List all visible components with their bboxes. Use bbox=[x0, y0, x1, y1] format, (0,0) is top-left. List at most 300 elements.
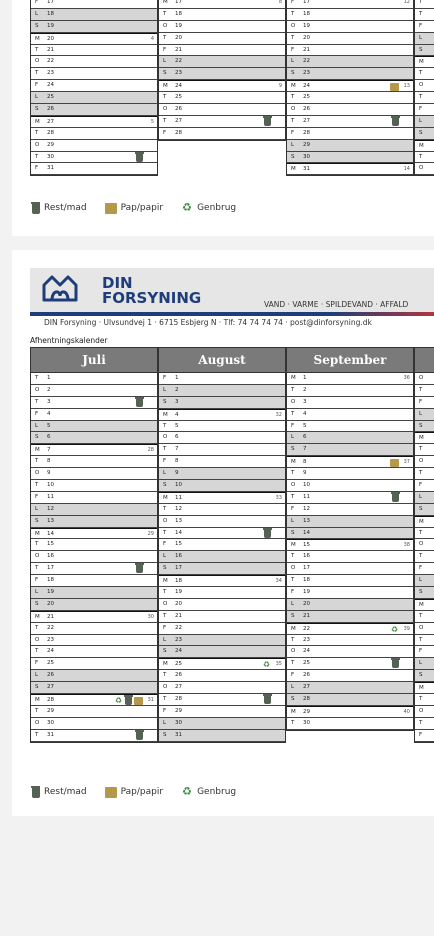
weekday-letter: M bbox=[419, 685, 424, 692]
weekday-letter: L bbox=[419, 660, 423, 667]
legend-item-pap bbox=[105, 203, 163, 214]
month-column bbox=[30, 347, 158, 743]
weekday-letter: F bbox=[35, 0, 39, 5]
day-row bbox=[287, 116, 413, 128]
calendar-title: Afhentningskalender bbox=[30, 336, 108, 345]
day-number: 27 bbox=[47, 118, 54, 125]
day-row bbox=[415, 599, 434, 611]
day-row bbox=[31, 397, 157, 409]
brand-name bbox=[102, 276, 201, 306]
weekday-letter: L bbox=[35, 589, 39, 596]
weekday-letter: F bbox=[163, 541, 167, 548]
day-number: 15 bbox=[175, 541, 182, 548]
day-row bbox=[415, 611, 434, 623]
pickup-icons bbox=[136, 152, 143, 163]
weekday-letter: F bbox=[163, 707, 167, 714]
day-row bbox=[159, 128, 285, 140]
day-number: 18 bbox=[47, 10, 54, 17]
legend-label-pap: Pap/papir bbox=[120, 203, 164, 213]
weekday-letter: F bbox=[419, 106, 423, 113]
weekday-letter: M bbox=[419, 518, 424, 525]
pickup-icons bbox=[264, 528, 271, 539]
weekday-letter: T bbox=[419, 636, 423, 643]
weekday-letter: O bbox=[163, 684, 168, 691]
day-row bbox=[415, 492, 434, 504]
day-row bbox=[287, 658, 413, 670]
day-row bbox=[31, 444, 157, 456]
day-row bbox=[287, 409, 413, 421]
tagline: VAND · VARME · SPILDEVAND · AFFALD bbox=[264, 300, 409, 309]
day-number: 24 bbox=[303, 83, 310, 90]
brand-stripe bbox=[30, 312, 434, 316]
weekday-letter: F bbox=[35, 410, 39, 417]
day-number: 12 bbox=[175, 505, 182, 512]
day-row bbox=[31, 539, 157, 551]
day-row bbox=[287, 92, 413, 104]
day-number: 8 bbox=[175, 458, 179, 465]
weekday-letter: O bbox=[35, 719, 40, 726]
calendar-page-top bbox=[12, 0, 434, 236]
day-number: 22 bbox=[175, 58, 182, 65]
day-row bbox=[287, 480, 413, 492]
week-number: 39 bbox=[403, 625, 410, 632]
day-row bbox=[415, 670, 434, 682]
legend-label-rest: Rest/mad bbox=[44, 203, 87, 213]
week-number: 40 bbox=[403, 708, 410, 715]
legend-item-rest bbox=[32, 787, 87, 798]
day-number: 21 bbox=[47, 613, 54, 620]
trash-bin-icon bbox=[392, 493, 399, 502]
weekday-letter: T bbox=[163, 34, 167, 41]
day-row bbox=[31, 658, 157, 670]
weekday-letter: T bbox=[291, 410, 295, 417]
weekday-letter: T bbox=[419, 719, 423, 726]
day-row bbox=[31, 456, 157, 468]
day-row bbox=[415, 480, 434, 492]
weekday-letter: F bbox=[163, 129, 167, 136]
weekday-letter: F bbox=[291, 0, 295, 5]
day-number: 13 bbox=[303, 517, 310, 524]
day-row bbox=[159, 468, 285, 480]
day-row bbox=[31, 68, 157, 80]
weekday-letter: F bbox=[291, 505, 295, 512]
day-row bbox=[287, 492, 413, 504]
day-number: 15 bbox=[47, 541, 54, 548]
day-row bbox=[415, 385, 434, 397]
day-row bbox=[31, 116, 157, 128]
weekday-letter: L bbox=[419, 410, 423, 417]
day-row bbox=[159, 682, 285, 694]
day-row bbox=[159, 599, 285, 611]
weekday-letter: O bbox=[35, 141, 40, 148]
day-number: 27 bbox=[303, 684, 310, 691]
weekday-letter: M bbox=[163, 411, 168, 418]
weekday-letter: T bbox=[419, 10, 423, 17]
day-number: 29 bbox=[303, 141, 310, 148]
weekday-letter: L bbox=[163, 58, 167, 65]
pickup-icons bbox=[264, 116, 271, 127]
day-row bbox=[31, 33, 157, 45]
day-row bbox=[31, 528, 157, 540]
weekday-letter: S bbox=[35, 106, 39, 113]
legend-label-pap: Pap/papir bbox=[120, 787, 164, 797]
weekday-letter: O bbox=[35, 58, 40, 65]
week-number: 28 bbox=[147, 447, 154, 454]
legend-label-rest: Rest/mad bbox=[44, 787, 87, 797]
day-number: 28 bbox=[175, 129, 182, 136]
day-number: 26 bbox=[303, 106, 310, 113]
day-row bbox=[415, 163, 434, 175]
weekday-letter: L bbox=[291, 517, 295, 524]
day-row bbox=[415, 21, 434, 33]
day-number: 29 bbox=[175, 707, 182, 714]
day-row bbox=[159, 694, 285, 706]
day-row bbox=[287, 0, 413, 9]
day-row bbox=[31, 587, 157, 599]
day-number: 30 bbox=[47, 719, 54, 726]
weekday-letter: T bbox=[419, 529, 423, 536]
day-number: 10 bbox=[303, 482, 310, 489]
day-row bbox=[159, 373, 285, 385]
pickup-icons bbox=[392, 492, 399, 503]
brand-line-1: DIN bbox=[102, 274, 133, 292]
day-number: 13 bbox=[175, 517, 182, 524]
day-row bbox=[31, 718, 157, 730]
weekday-letter: F bbox=[163, 624, 167, 631]
day-row bbox=[287, 397, 413, 409]
day-row bbox=[159, 528, 285, 540]
weekday-letter: T bbox=[163, 94, 167, 101]
day-number: 19 bbox=[47, 589, 54, 596]
day-row bbox=[31, 599, 157, 611]
weekday-letter: T bbox=[35, 46, 39, 53]
day-row bbox=[415, 623, 434, 635]
day-row bbox=[415, 33, 434, 45]
day-number: 1 bbox=[47, 375, 51, 381]
day-number: 1 bbox=[175, 375, 179, 381]
month-name bbox=[415, 348, 434, 373]
day-row bbox=[287, 575, 413, 587]
day-number: 21 bbox=[303, 46, 310, 53]
paper-icon bbox=[105, 203, 117, 214]
day-row bbox=[415, 516, 434, 528]
day-row bbox=[415, 730, 434, 742]
weekday-letter: O bbox=[291, 106, 296, 113]
day-row bbox=[287, 635, 413, 647]
day-row bbox=[287, 128, 413, 140]
month-name: Juli bbox=[31, 348, 157, 373]
trash-bin-icon bbox=[125, 696, 132, 705]
weekday-letter: O bbox=[291, 565, 296, 572]
weekday-letter: M bbox=[35, 447, 40, 454]
day-number: 7 bbox=[175, 446, 179, 453]
day-number: 16 bbox=[303, 553, 310, 560]
day-row bbox=[415, 539, 434, 551]
day-row bbox=[31, 575, 157, 587]
day-number: 6 bbox=[303, 434, 307, 441]
weekday-letter: S bbox=[35, 600, 39, 607]
day-row bbox=[31, 694, 157, 706]
day-number: 18 bbox=[175, 10, 182, 17]
weekday-letter: L bbox=[419, 577, 423, 584]
day-row bbox=[415, 706, 434, 718]
weekday-letter: M bbox=[291, 708, 296, 715]
week-number: 36 bbox=[403, 375, 410, 381]
recycle-icon: ♻ bbox=[262, 660, 271, 670]
week-number: 34 bbox=[275, 578, 282, 585]
day-number: 23 bbox=[175, 70, 182, 77]
day-number: 19 bbox=[175, 22, 182, 29]
weekday-letter: T bbox=[291, 94, 295, 101]
weekday-letter: T bbox=[419, 446, 423, 453]
day-row bbox=[159, 444, 285, 456]
weekday-letter: F bbox=[419, 731, 423, 738]
day-number: 20 bbox=[175, 600, 182, 607]
weekday-letter: T bbox=[163, 446, 167, 453]
day-row bbox=[31, 432, 157, 444]
day-number: 11 bbox=[47, 493, 54, 500]
weekday-letter: F bbox=[35, 493, 39, 500]
day-row bbox=[287, 718, 413, 730]
weekday-letter: L bbox=[419, 34, 423, 41]
day-number: 23 bbox=[303, 636, 310, 643]
weekday-letter: T bbox=[163, 589, 167, 596]
weekday-letter: T bbox=[291, 34, 295, 41]
day-number: 10 bbox=[175, 482, 182, 489]
weekday-letter: F bbox=[35, 577, 39, 584]
day-row bbox=[159, 670, 285, 682]
weekday-letter: S bbox=[291, 446, 295, 453]
weekday-letter: T bbox=[419, 470, 423, 477]
weekday-letter: L bbox=[35, 505, 39, 512]
day-row bbox=[287, 539, 413, 551]
day-row bbox=[31, 373, 157, 385]
day-row bbox=[415, 409, 434, 421]
day-number: 22 bbox=[175, 624, 182, 631]
weekday-letter: L bbox=[291, 58, 295, 65]
weekday-letter: M bbox=[291, 625, 296, 632]
weekday-letter: O bbox=[163, 434, 168, 441]
weekday-letter: T bbox=[35, 70, 39, 77]
day-row bbox=[415, 587, 434, 599]
trash-bin-icon bbox=[392, 117, 399, 126]
day-number: 26 bbox=[47, 106, 54, 113]
weekday-letter: M bbox=[291, 166, 296, 173]
day-number: 17 bbox=[47, 0, 54, 5]
day-number: 6 bbox=[175, 434, 179, 441]
weekday-letter: M bbox=[35, 697, 40, 704]
weekday-letter: F bbox=[291, 422, 295, 429]
week-number: 33 bbox=[275, 494, 282, 501]
weekday-letter: T bbox=[419, 386, 423, 393]
day-number: 29 bbox=[47, 707, 54, 714]
weekday-letter: O bbox=[163, 600, 168, 607]
day-row bbox=[31, 409, 157, 421]
day-row bbox=[415, 140, 434, 152]
pickup-icons bbox=[390, 624, 399, 635]
weekday-letter: O bbox=[419, 707, 424, 714]
day-row bbox=[287, 504, 413, 516]
day-row bbox=[287, 33, 413, 45]
day-number: 31 bbox=[303, 166, 310, 173]
weekday-letter: M bbox=[163, 578, 168, 585]
weekday-letter: O bbox=[419, 541, 424, 548]
day-row bbox=[287, 551, 413, 563]
day-row bbox=[415, 528, 434, 540]
weekday-letter: M bbox=[35, 613, 40, 620]
day-row bbox=[31, 492, 157, 504]
day-row bbox=[415, 128, 434, 140]
pickup-icons bbox=[114, 695, 143, 706]
day-number: 25 bbox=[47, 94, 54, 101]
day-row bbox=[415, 9, 434, 21]
day-row bbox=[415, 551, 434, 563]
weekday-letter: S bbox=[291, 696, 295, 703]
day-row bbox=[287, 528, 413, 540]
day-row bbox=[159, 68, 285, 80]
weekday-letter: T bbox=[35, 129, 39, 136]
day-number: 15 bbox=[303, 542, 310, 549]
day-number: 24 bbox=[175, 648, 182, 655]
day-number: 23 bbox=[303, 70, 310, 77]
day-row bbox=[415, 45, 434, 57]
day-row bbox=[31, 670, 157, 682]
weekday-letter: T bbox=[419, 696, 423, 703]
day-number: 2 bbox=[47, 386, 51, 393]
weekday-letter: M bbox=[291, 542, 296, 549]
day-number: 27 bbox=[175, 684, 182, 691]
week-number: 30 bbox=[147, 613, 154, 620]
day-row bbox=[31, 563, 157, 575]
weekday-letter: O bbox=[291, 648, 296, 655]
day-number: 2 bbox=[175, 386, 179, 393]
day-row bbox=[287, 21, 413, 33]
pickup-icons bbox=[392, 116, 399, 127]
weekday-letter: F bbox=[291, 672, 295, 679]
day-row bbox=[287, 682, 413, 694]
day-row bbox=[415, 116, 434, 128]
day-row bbox=[31, 635, 157, 647]
trash-bin-icon bbox=[136, 398, 143, 407]
week-number: 5 bbox=[150, 118, 154, 125]
weekday-letter: F bbox=[163, 458, 167, 465]
day-row bbox=[415, 397, 434, 409]
day-number: 20 bbox=[303, 34, 310, 41]
day-number: 11 bbox=[303, 493, 310, 500]
day-number: 23 bbox=[175, 636, 182, 643]
legend-label-gen: Genbrug bbox=[197, 787, 237, 797]
weekday-letter: S bbox=[163, 648, 167, 655]
trash-bin-icon bbox=[264, 695, 271, 704]
day-row bbox=[31, 128, 157, 140]
day-number: 14 bbox=[303, 529, 310, 536]
recycle-icon: ♻ bbox=[114, 696, 123, 706]
recycle-icon: ♻ bbox=[390, 624, 399, 634]
paper-icon bbox=[390, 459, 399, 467]
weekday-letter: T bbox=[35, 624, 39, 631]
weekday-letter: T bbox=[419, 553, 423, 560]
weekday-letter: S bbox=[35, 434, 39, 441]
weekday-letter: S bbox=[419, 672, 423, 679]
weekday-letter: S bbox=[419, 505, 423, 512]
day-row bbox=[287, 611, 413, 623]
day-row bbox=[31, 682, 157, 694]
weekday-letter: L bbox=[291, 600, 295, 607]
weekday-letter: L bbox=[35, 94, 39, 101]
day-row bbox=[31, 730, 157, 742]
day-row bbox=[159, 92, 285, 104]
day-number: 25 bbox=[47, 660, 54, 667]
day-row bbox=[159, 611, 285, 623]
weekday-letter: F bbox=[35, 660, 39, 667]
legend bbox=[32, 786, 236, 798]
day-number: 18 bbox=[303, 577, 310, 584]
weekday-letter: T bbox=[163, 612, 167, 619]
pickup-icons bbox=[136, 397, 143, 408]
day-row bbox=[415, 432, 434, 444]
weekday-letter: L bbox=[291, 141, 295, 148]
day-number: 28 bbox=[303, 696, 310, 703]
day-row bbox=[159, 551, 285, 563]
weekday-letter: S bbox=[419, 129, 423, 136]
weekday-letter: T bbox=[419, 612, 423, 619]
day-row bbox=[159, 492, 285, 504]
paper-icon bbox=[134, 697, 143, 705]
day-row bbox=[287, 56, 413, 68]
day-row bbox=[31, 385, 157, 397]
week-number: 13 bbox=[403, 83, 410, 90]
weekday-letter: F bbox=[291, 129, 295, 136]
day-row bbox=[159, 658, 285, 670]
day-number: 13 bbox=[47, 517, 54, 524]
day-row bbox=[159, 56, 285, 68]
day-number: 26 bbox=[303, 672, 310, 679]
weekday-letter: O bbox=[35, 470, 40, 477]
day-row bbox=[159, 397, 285, 409]
weekday-letter: T bbox=[35, 707, 39, 714]
day-row bbox=[415, 421, 434, 433]
day-row bbox=[31, 80, 157, 92]
week-number: 8 bbox=[278, 0, 282, 5]
day-number: 21 bbox=[175, 612, 182, 619]
day-number: 9 bbox=[175, 470, 179, 477]
week-number: 4 bbox=[150, 35, 154, 42]
day-number: 25 bbox=[303, 94, 310, 101]
month-column bbox=[158, 0, 286, 141]
day-row bbox=[159, 504, 285, 516]
trash-bin-icon bbox=[32, 787, 40, 798]
weekday-letter: L bbox=[419, 117, 423, 124]
weekday-letter: M bbox=[163, 494, 168, 501]
weekday-letter: F bbox=[291, 46, 295, 53]
day-number: 14 bbox=[47, 530, 54, 537]
day-row bbox=[287, 68, 413, 80]
day-number: 23 bbox=[47, 636, 54, 643]
weekday-letter: S bbox=[291, 153, 295, 160]
day-row bbox=[31, 706, 157, 718]
weekday-letter: S bbox=[419, 422, 423, 429]
month-name: August bbox=[159, 348, 285, 373]
weekday-letter: L bbox=[163, 386, 167, 393]
month-column bbox=[30, 0, 158, 176]
weekday-letter: T bbox=[291, 719, 295, 726]
day-number: 18 bbox=[47, 577, 54, 584]
day-row bbox=[415, 635, 434, 647]
day-number: 20 bbox=[47, 35, 54, 42]
day-number: 8 bbox=[47, 458, 51, 465]
month-column bbox=[286, 347, 414, 731]
day-number: 4 bbox=[303, 410, 307, 417]
